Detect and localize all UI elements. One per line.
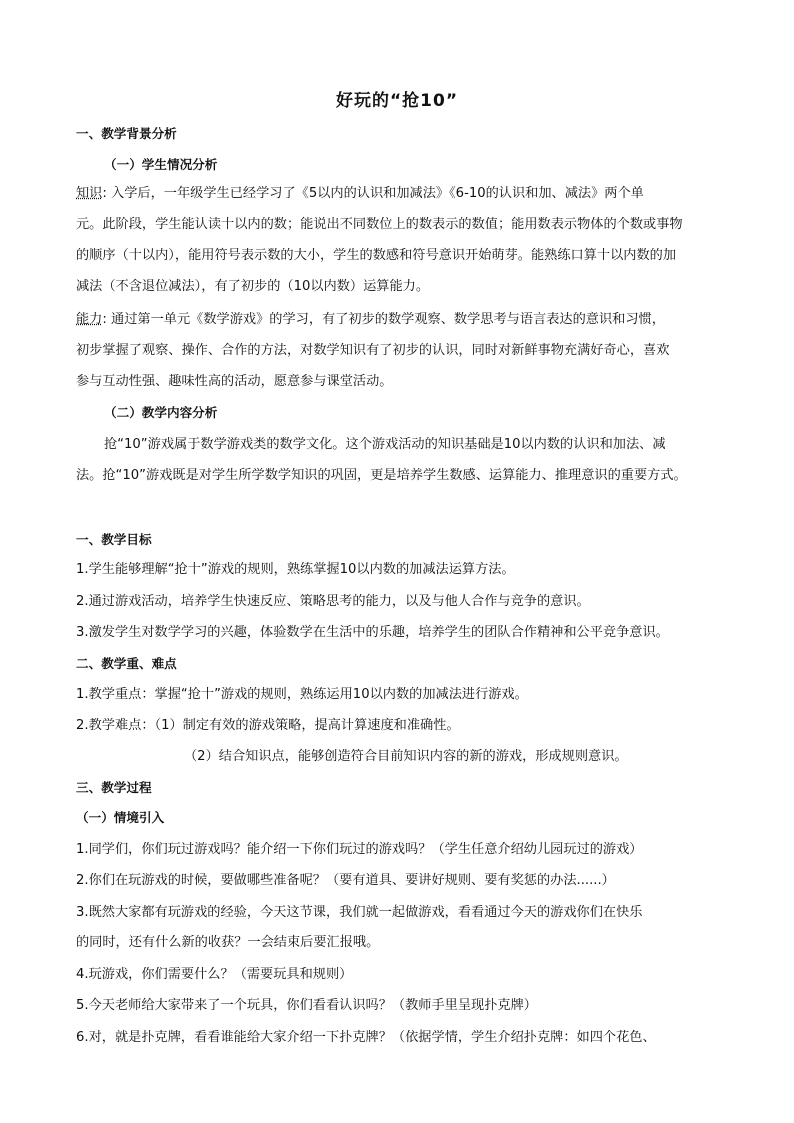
- section-heading-background: 一、教学背景分析: [76, 126, 177, 141]
- paragraph-content-line-1: 抢“10”游戏属于数学游戏类的数学文化。这个游戏活动的知识基础是10以内数的认识和加法、减: [104, 437, 666, 452]
- process-step-3-line-1: 3.既然大家都有玩游戏的经验，今天这节课，我们就一起做游戏，看看通过今天的游戏你们在快乐: [76, 905, 643, 920]
- goal-item: 2.通过游戏活动，培养学生快速反应、策略思考的能力，以及与他人合作与竞争的意识。: [76, 594, 590, 609]
- ability-label: 能力: [76, 312, 103, 327]
- paragraph-ability-line-3: 参与互动性强、趣味性高的活动，愿意参与课堂活动。: [76, 374, 393, 389]
- goal-item: 1.学生能够理解“抢十”游戏的规则，熟练掌握10以内数的加减法运算方法。: [76, 562, 515, 577]
- section-heading-key-points: 二、教学重、难点: [76, 656, 177, 671]
- section-heading-process: 三、教学过程: [76, 780, 152, 795]
- process-step-5: 5.今天老师给大家带来了一个玩具，你们看看认识吗？（教师手里呈现扑克牌）: [76, 998, 537, 1013]
- process-step-2: 2.你们在玩游戏的时候，要做哪些准备呢？（要有道具、要讲好规则、要有奖惩的办法......）: [76, 873, 615, 888]
- paragraph-content-line-2: 法。抢“10”游戏既是对学生所学数学知识的巩固，更是培养学生数感、运算能力、推理意识的重要方式。: [76, 468, 687, 483]
- section-heading-goals: 一、教学目标: [76, 532, 152, 547]
- page-title: 好玩的“抢10”: [335, 91, 458, 111]
- subsection-heading-students: （一）学生情况分析: [104, 157, 218, 172]
- goal-item: 3.激发学生对数学学习的兴趣，体验数学在生活中的乐趣，培养学生的团队合作精神和公平竞争意识。: [76, 625, 669, 640]
- paragraph-ability-line-2: 初步掌握了观察、操作、合作的方法，对数学知识有了初步的认识，同时对新鲜事物充满好奇心，喜欢: [76, 343, 670, 358]
- key-point-focus: 1.教学重点：掌握“抢十”游戏的规则，熟练运用10以内数的加减法进行游戏。: [76, 687, 528, 702]
- paragraph-ability-line-1: 能力: 通过第一单元《数学游戏》的学习，有了初步的数学观察、数学思考与语言表达的意识和习惯，: [76, 312, 665, 327]
- subsection-heading-intro: （一）情境引入: [76, 810, 165, 825]
- paragraph-knowledge-line-2: 元。此阶段，学生能认读十以内的数；能说出不同数位上的数表示的数值；能用数表示物体的个数或事物: [76, 217, 683, 232]
- subsection-heading-content: （二）教学内容分析: [104, 405, 218, 420]
- process-step-3-line-2: 的同时，还有什么新的收获？一会结束后要汇报哦。: [76, 935, 380, 950]
- key-point-difficulty-2: （2）结合知识点，能够创造符合目前知识内容的新的游戏，形成规则意识。: [184, 749, 628, 764]
- paragraph-knowledge-line-3: 的顺序（十以内），能用符号表示数的大小，学生的数感和符号意识开始萌芽。能熟练口算十以内数的加: [76, 248, 677, 263]
- process-step-1: 1.同学们，你们玩过游戏吗？能介绍一下你们玩过的游戏吗？（学生任意介绍幼儿园玩过的游戏）: [76, 842, 643, 857]
- key-point-difficulty-1: 2.教学难点：（1）制定有效的游戏策略，提高计算速度和准确性。: [76, 718, 460, 733]
- knowledge-label: 知识: [76, 186, 103, 201]
- paragraph-knowledge-line-1: 知识: 入学后，一年级学生已经学习了《5以内的认识和加减法》《6-10的认识和加、减法》两个单: [76, 186, 644, 201]
- paragraph-knowledge-line-4: 减法（不含退位减法），有了初步的（10以内数）运算能力。: [76, 279, 430, 294]
- process-step-6: 6.对，就是扑克牌，看看谁能给大家介绍一下扑克牌？（依据学情，学生介绍扑克牌：如四个花色、: [76, 1030, 656, 1045]
- process-step-4: 4.玩游戏，你们需要什么？（需要玩具和规则）: [76, 967, 353, 982]
